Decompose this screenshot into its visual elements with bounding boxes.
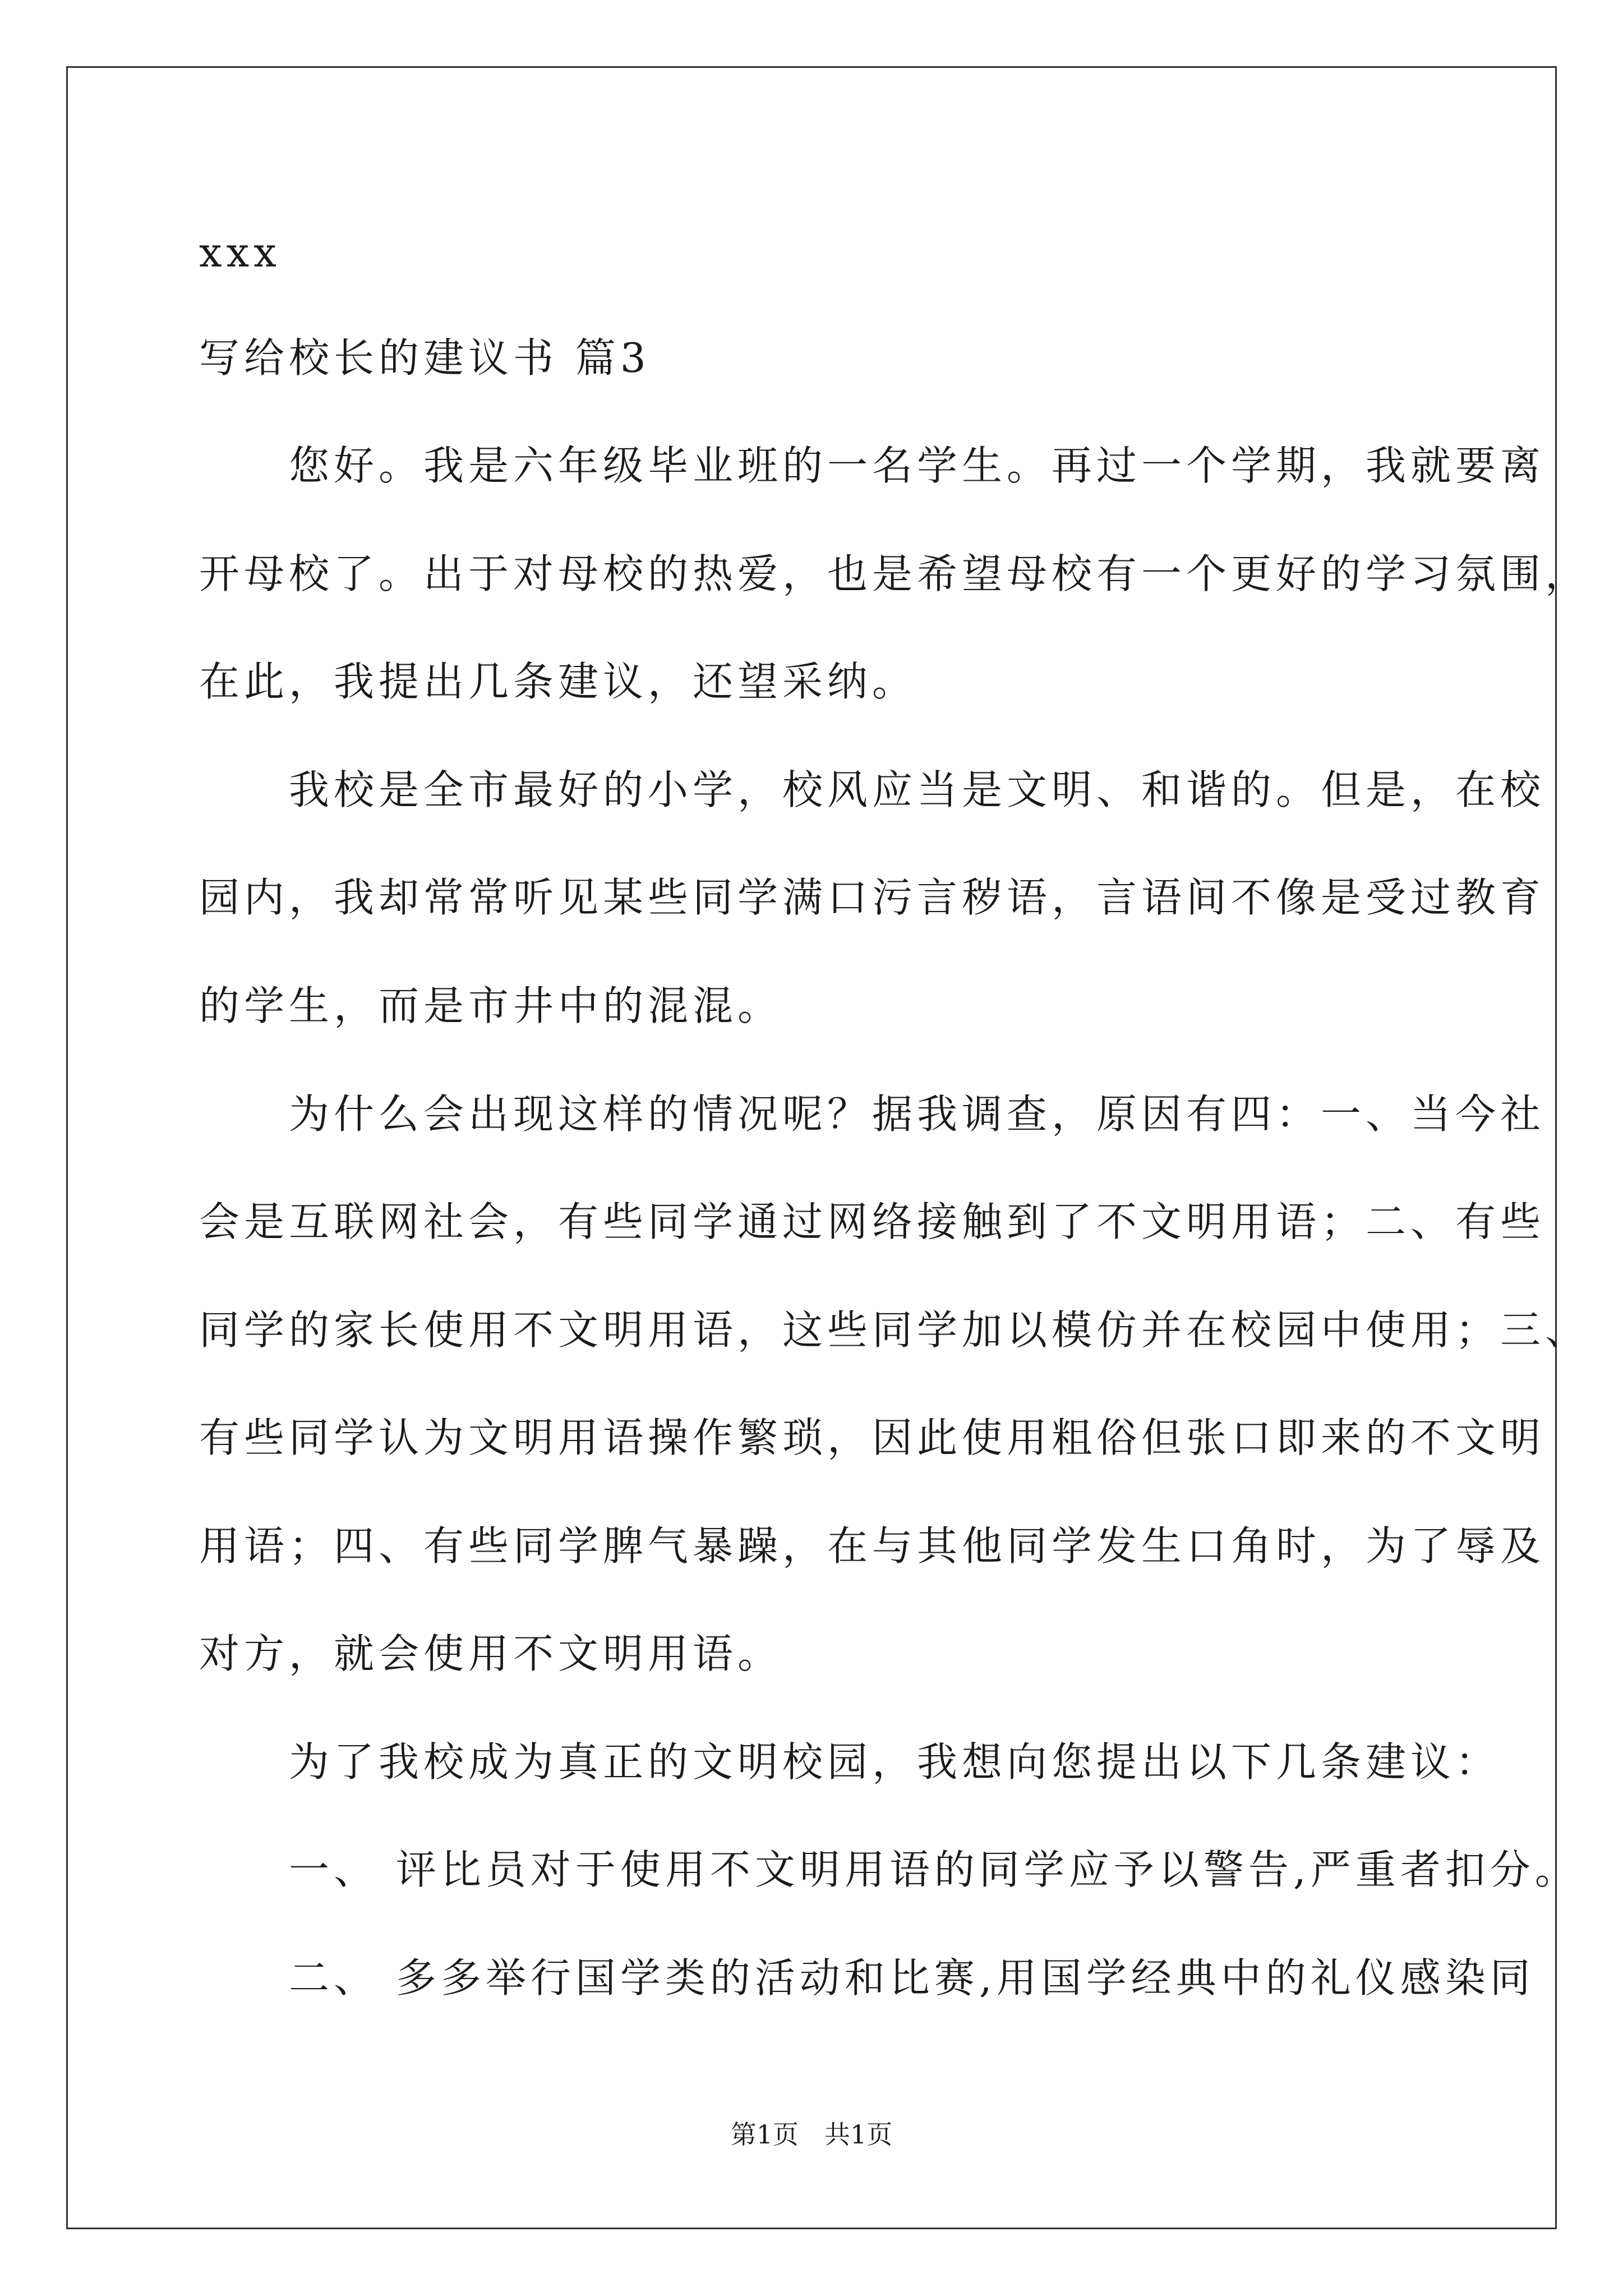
paragraph-line: 二、 多多举行国学类的活动和比赛,用国学经典中的礼仪感染同 xyxy=(199,1954,1535,2001)
page-footer: 第1页 共1页 xyxy=(730,2119,893,2150)
paragraph-line: 对方，就会使用不文明用语。 xyxy=(199,1630,783,1677)
paragraph-line: 在此，我提出几条建议，还望采纳。 xyxy=(199,658,917,705)
paragraph-line: 为了我校成为真正的文明校园，我想向您提出以下几条建议： xyxy=(199,1738,1501,1786)
paragraph-line: 同学的家长使用不文明用语，这些同学加以模仿并在校园中使用；三、 xyxy=(199,1306,1590,1354)
document-title: 写给校长的建议书 篇3 xyxy=(199,334,651,381)
paragraph-line: 园内，我却常常听见某些同学满口污言秽语，言语间不像是受过教育 xyxy=(199,874,1546,921)
header-code: xxx xyxy=(199,229,281,276)
paragraph-line: 有些同学认为文明用语操作繁琐，因此使用粗俗但张口即来的不文明 xyxy=(199,1414,1546,1461)
paragraph-line: 的学生，而是市井中的混混。 xyxy=(199,982,783,1029)
paragraph-line: 开母校了。出于对母校的热爱，也是希望母校有一个更好的学习氛围， xyxy=(199,550,1590,597)
paragraph-line: 一、 评比员对于使用不文明用语的同学应予以警告,严重者扣分。 xyxy=(199,1846,1580,1893)
paragraph-line: 为什么会出现这样的情况呢？据我调查，原因有四：一、当今社 xyxy=(199,1091,1546,1138)
paragraph-line: 我校是全市最好的小学，校风应当是文明、和谐的。但是，在校 xyxy=(199,766,1546,813)
paragraph-line: 您好。我是六年级毕业班的一名学生。再过一个学期，我就要离 xyxy=(199,442,1546,489)
paragraph-line: 会是互联网社会，有些同学通过网络接触到了不文明用语；二、有些 xyxy=(199,1198,1546,1245)
paragraph-line: 用语；四、有些同学脾气暴躁，在与其他同学发生口角时，为了辱及 xyxy=(199,1522,1546,1570)
page-border xyxy=(66,66,1557,2229)
